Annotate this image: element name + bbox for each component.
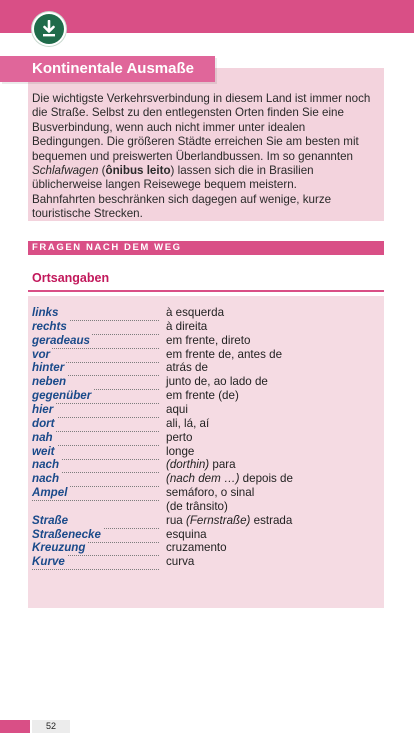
vocab-pt (166, 431, 192, 445)
vocab-pt (166, 389, 239, 403)
info-text-part: Die wichtigste Verkehrsverbindung in diesem Land ist immer noch die Straße. Selbst zu den entlegensten Orten finden Sie eine Busverbindung, wenn auch nicht immer unter idealen Bedingungen. Die größeren Städte erreichen Sie am besten mit bequemen und preiswerten Überlandbussen. Im so genannten (32, 92, 371, 163)
vocab-pt-note: (Fernstraße) (185, 513, 251, 527)
info-term-pt: ônibus leito (105, 164, 171, 178)
vocab-de-cell (32, 306, 159, 321)
vocab-de: dort (32, 416, 55, 430)
vocab-pt-text: rua (166, 513, 186, 527)
vocab-pt-text: junto de, ao lado de (166, 375, 268, 389)
vocab-de-cell (32, 514, 159, 529)
vocab-de: geradeaus (32, 333, 90, 347)
vocab-pt-text: à esquerda (166, 306, 225, 319)
vocab-de: hier (32, 402, 54, 416)
vocab-pt-text: ali, lá, aí (166, 416, 210, 430)
download-arrow-icon (34, 14, 64, 44)
vocab-de: nach (32, 458, 60, 472)
vocab-de-cell (32, 555, 159, 570)
vocab-pt (166, 445, 194, 459)
vocab-pt (166, 375, 268, 389)
vocab-pt (166, 528, 207, 542)
vocab-de-cell (32, 417, 159, 432)
vocab-de-cell (32, 334, 159, 349)
download-badge[interactable] (32, 12, 66, 46)
vocab-pt-text: em frente de, antes de (166, 347, 283, 361)
subsection-rule (28, 290, 384, 292)
vocab-pt-text: (de trânsito) (166, 500, 228, 514)
info-text-part: ( (98, 164, 106, 178)
vocab-de-cell (32, 403, 159, 418)
vocab-pt-text: perto (166, 430, 193, 444)
vocab-de-cell (32, 486, 159, 501)
vocab-pt (166, 334, 250, 348)
vocab-de: nach (32, 472, 60, 486)
subsection-heading: Ortsangaben (32, 271, 110, 285)
vocab-pt-text: depois de (239, 472, 293, 486)
info-title: Kontinentale Ausmaße (0, 56, 215, 82)
vocab-pt (166, 320, 207, 334)
vocab-pt (166, 403, 188, 417)
vocab-pt (166, 555, 194, 569)
vocab-pt-text: cruzamento (166, 541, 227, 555)
vocab-de: Straße (32, 513, 69, 527)
vocab-de: gegenüber (32, 389, 92, 403)
vocab-pt (166, 514, 292, 528)
vocab-pt (166, 486, 254, 514)
vocab-de: Kreuzung (32, 541, 86, 555)
vocab-de: Straßenecke (32, 527, 101, 541)
vocab-pt-text: em frente, direto (166, 333, 251, 347)
vocab-de-cell (32, 472, 159, 487)
vocab-pt (166, 306, 224, 320)
vocab-de: links (32, 306, 59, 319)
footer-accent (0, 720, 30, 733)
vocab-de: weit (32, 444, 55, 458)
info-text-part: ) lassen sich die in Brasilien üblicherweise langen Reisewege bequem meistern. (32, 164, 314, 192)
vocab-pt-text: curva (166, 555, 195, 569)
vocab-de: Kurve (32, 555, 65, 569)
vocab-de: Ampel (32, 486, 68, 500)
info-text-part: Bahnfahrten beschränken sich dagegen auf wenige, kurze touristische Strecken. (32, 192, 332, 221)
vocab-pt (166, 458, 236, 472)
vocab-de-cell (32, 320, 159, 335)
vocab-de-cell (32, 431, 159, 446)
vocab-pt-text: para (209, 458, 236, 472)
vocab-pt (166, 361, 208, 375)
vocab-pt (166, 348, 282, 362)
vocab-pt-text: à direita (166, 319, 208, 333)
vocab-pt-text: atrás de (166, 361, 208, 375)
vocab-de: vor (32, 347, 51, 361)
vocab-pt-text: esquina (166, 527, 207, 541)
vocab-pt-text: estrada (250, 513, 293, 527)
vocab-de: neben (32, 375, 67, 389)
section-heading: FRAGEN NACH DEM WEG (28, 241, 384, 255)
vocab-de: rechts (32, 319, 67, 333)
vocab-de: hinter (32, 361, 65, 375)
vocab-pt-note: (nach dem …) (166, 472, 240, 486)
info-term: Schlafwagen (32, 164, 99, 178)
vocab-pt-text: aqui (166, 402, 188, 416)
vocab-pt (166, 541, 227, 555)
vocab-de: nah (32, 430, 53, 444)
page-number: 52 (32, 720, 70, 733)
vocab-pt-text: em frente (de) (166, 389, 239, 403)
vocab-pt-text: semáforo, o sinal (166, 486, 255, 500)
info-text (32, 92, 376, 222)
vocab-pt-text: longe (166, 444, 195, 458)
vocab-pt-note: (dorthin) (166, 458, 210, 472)
vocab-pt (166, 472, 293, 486)
vocab-de-cell (32, 389, 159, 404)
vocab-de-cell (32, 375, 159, 390)
vocab-pt (166, 417, 209, 431)
